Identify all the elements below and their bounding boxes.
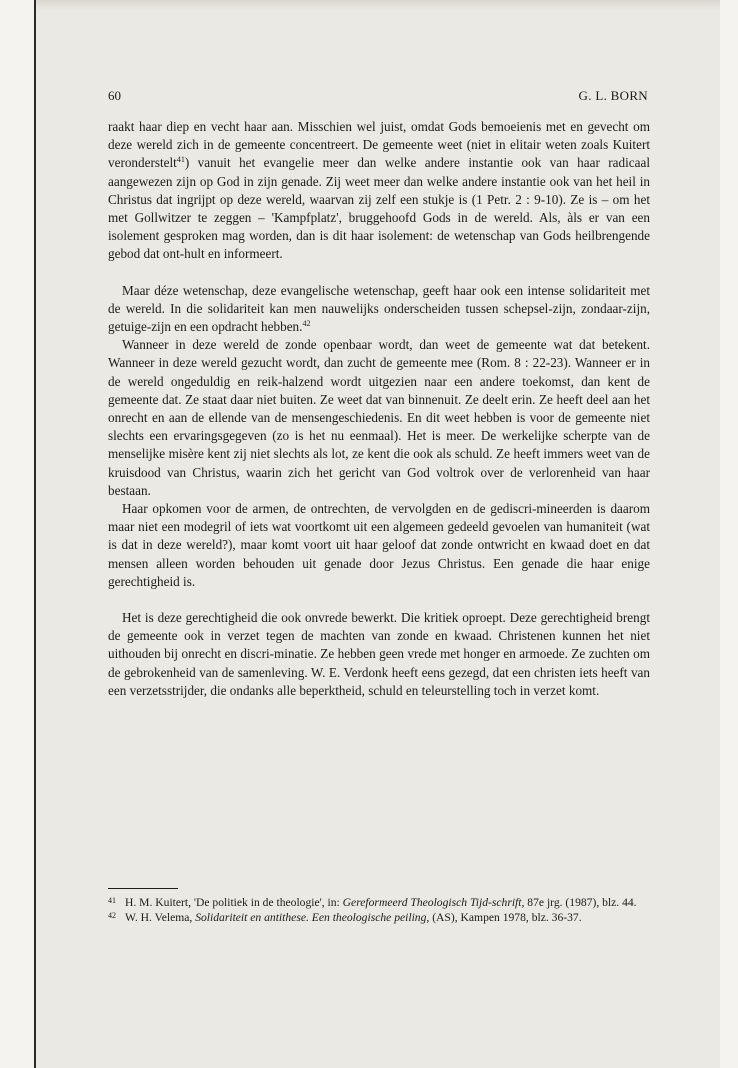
footnote-reference: 42 (302, 319, 311, 329)
footnote-number: 42 (108, 910, 116, 920)
paragraph (108, 609, 650, 700)
footnote (108, 896, 650, 911)
running-head: G. L. BORN (578, 88, 648, 103)
paragraph-text: Maar déze wetenschap, deze evangelische wetenschap, geeft haar ook een intense solidariteit met de wereld. In die solidariteit kan men nauwelijks onderscheiden tussen schepsel-zijn, zondaar-zijn, getuige-zijn en een opdracht hebben. (108, 282, 650, 335)
paragraph-text: Wanneer in deze wereld de zonde openbaar wordt, dan weet de gemeente wat dat betekent. Wanneer in deze wereld gezucht wordt, dan zucht de gemeente mee (Rom. 8 : 22-23). Wanneer er in de wereld ongeduldig en reik-halzend wordt uitgezien naar een andere toekomst, dan kent de gemeente dat. Ze staat daar niet buiten. Ze weet dat van binnenuit. Ze deelt erin. Ze heeft deel aan het onrecht en aan de ellende van de mensengeschiedenis. En dit weet hebben is voor de gemeente niet slechts een ervaringsgegeven (zo is het nu eenmaal). Het is meer. De werkelijke scherpte van de menselijke misère kent zij niet slechts als lot, ze kent die ook als schuld. Ze heeft immers weet van de kruisdood van Christus, waarin zich het gericht van God voltrok over de verlorenheid van haar bestaan. (108, 337, 650, 498)
paragraph (108, 282, 650, 337)
footnote-title: Solidariteit en antithese. Een theologische peiling, (195, 910, 430, 924)
footnote-number: 41 (108, 896, 116, 905)
paragraph (108, 336, 650, 500)
scan-margin-left (0, 0, 34, 1068)
paragraph (108, 500, 650, 591)
paragraph (108, 118, 650, 264)
footnote-text-continued: 87e jrg. (1987), blz. 44. (524, 896, 637, 909)
footnote-rule (108, 888, 178, 889)
page-header (108, 88, 648, 108)
footnote-text: W. H. Velema, (125, 910, 196, 924)
footnote-text-continued: (AS), Kampen 1978, blz. 36-37. (429, 910, 582, 924)
paragraph-text: Het is deze gerechtigheid die ook onvrede bewerkt. Die kritiek oproept. Deze gerechtigheid brengt de gemeente ook in verzet tegen de machten van zonde en kwaad. Christenen kunnen het niet uithouden bij onrecht en discri-minatie. Ze hebben geen vrede met honger en armoede. Ze zuchten om de gebrokenheid van de samenleving. W. E. Verdonk heeft eens gezegd, dat een christen iets heeft van een verzetsstrijder, die ondanks alle beperktheid, schuld en teleurstelling toch in verzet komt. (108, 610, 650, 698)
footnotes (108, 896, 650, 925)
paragraph-text-continued: ) vanuit het evangelie meer dan welke andere instantie ook van haar radicaal aangewezen zijn op God in zijn genade. Zij weet meer dan welke andere instantie ook van het heil in Christus dat ingrijpt op deze wereld, waarvan zij zelf een stukje is (1 Petr. 2 : 9-10). Ze is – om het met Gollwitzer te zeggen – 'Kampfplatz', bruggehoofd Gods in de wereld. Als, àls er van een isolement gesproken mag worden, dan is dit haar isolement: de wetenschap van Gods heilbrengende gebod dat ont-hult en informeert. (108, 155, 650, 262)
scan-margin-right (718, 0, 738, 1068)
paragraph-text: raakt haar diep en vecht haar aan. Misschien wel juist, omdat Gods bemoeienis met en gevecht om deze wereld zich in de gemeente concentreert. De gemeente weet (niet in elitair weten zoals Kuitert veronderstelt (108, 119, 650, 171)
footnote (108, 911, 650, 926)
body-text (108, 118, 650, 700)
page-top-edge (36, 0, 720, 10)
page-number: 60 (108, 88, 121, 103)
footnote-reference: 41 (176, 155, 185, 165)
footnote-title: Gereformeerd Theologisch Tijd-schrift, (342, 896, 525, 909)
paragraph-text: Haar opkomen voor de armen, de ontrechten, de vervolgden en de gediscri-mineerden is daarom maar niet een modegril of iets wat voortkomt uit een algemeen gedeeld gevoelen van humaniteit (wat is dat in deze wereld?), maar komt voort uit haar geloof dat zonde ontwricht en kwaad doet en dat mensen alleen worden behouden uit genade door Jezus Christus. Een genade die haar enige gerechtigheid is. (108, 501, 650, 589)
footnote-text: H. M. Kuitert, 'De politiek in de theologie', in: (125, 896, 343, 909)
